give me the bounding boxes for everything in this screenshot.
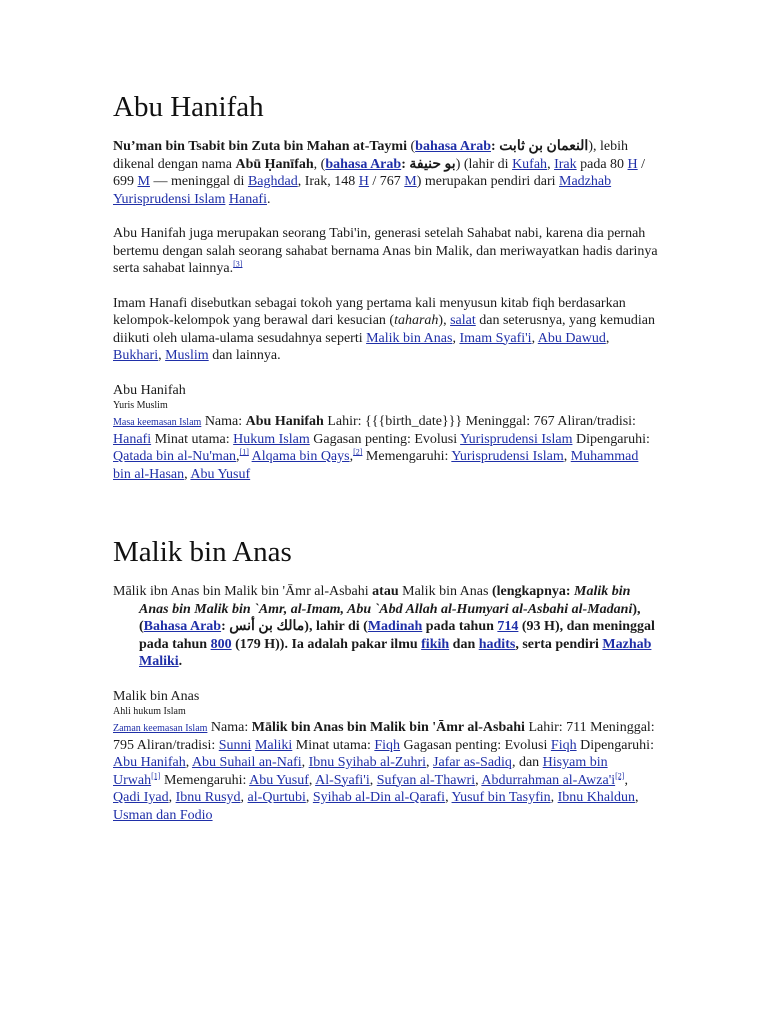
arabic-kunya: : بو حنيفة xyxy=(401,156,456,172)
text: , xyxy=(426,755,434,770)
link-yurisprudensi-islam-3[interactable]: Yurisprudensi Islam xyxy=(451,449,564,464)
link-hanafi-tradition[interactable]: Hanafi xyxy=(113,431,152,447)
word-atau: atau xyxy=(372,584,399,599)
text: Imam Hanafi disebutkan sebagai tokoh yang pertama kali menyusun kitab fiqh berdasarkan kelompok-kelompok yang berawal dari kesucian ( xyxy=(113,295,626,328)
infobox-body-malik xyxy=(113,719,658,824)
link-abu-dawud[interactable]: Abu Dawud xyxy=(537,330,606,346)
link-abu-suhail[interactable]: Abu Suhail an-Nafi xyxy=(191,755,302,770)
text: Memengaruhi: xyxy=(362,449,452,464)
document-page xyxy=(113,88,658,824)
infobox-nama: Abu Hanifah xyxy=(245,414,324,429)
heading-malik-bin-anas: Malik bin Anas xyxy=(113,536,292,568)
infobox-nama-malik: Mālik bin Anas bin Malik bin 'Āmr al-Asbahi xyxy=(251,720,525,735)
text: / 699 xyxy=(113,156,646,189)
infobox-title-malik: Malik bin Anas xyxy=(113,688,200,704)
text: pada tahun xyxy=(422,619,498,634)
link-muhammad-bin-al-hasan[interactable]: Muhammad bin al-Hasan xyxy=(113,449,639,482)
text: dan xyxy=(449,636,479,652)
link-ibnu-rusyd[interactable]: Ibnu Rusyd xyxy=(175,790,241,805)
infobox-subtitle-malik: Ahli hukum Islam xyxy=(113,706,186,717)
link-irak[interactable]: Irak xyxy=(554,156,577,172)
link-imam-syafii[interactable]: Imam Syafi'i xyxy=(459,330,532,346)
link-bahasa-arab-2[interactable]: bahasa Arab xyxy=(325,156,402,172)
text: Dipengaruhi: xyxy=(576,737,654,753)
text: , xyxy=(185,755,192,770)
text: Mālik ibn Anas bin Malik bin 'Āmr al-Asbahi xyxy=(113,584,373,599)
link-hijri-2[interactable]: H xyxy=(358,174,369,189)
infobox-body xyxy=(113,413,658,483)
link-muslim[interactable]: Muslim xyxy=(165,348,209,363)
text: Dipengaruhi: xyxy=(572,431,650,447)
link-sufyan[interactable]: Sufyan al-Thawri xyxy=(376,772,476,788)
link-abu-hanifah[interactable]: Abu Hanifah xyxy=(113,755,186,770)
link-sunni[interactable]: Sunni xyxy=(218,737,252,753)
link-qatada[interactable]: Qatada bin al-Nu'man xyxy=(113,449,237,464)
link-hadits[interactable]: hadits xyxy=(478,636,516,652)
link-baghdad[interactable]: Baghdad xyxy=(247,174,298,189)
link-alqama[interactable]: Alqama bin Qays xyxy=(251,449,350,464)
link-hanafi[interactable]: Hanafi xyxy=(228,191,267,207)
link-bahasa-arab[interactable]: bahasa Arab xyxy=(415,139,492,154)
text: ( xyxy=(406,139,416,154)
arabic-name-malik: : مالك بن أنس xyxy=(221,619,305,634)
text: Minat utama: xyxy=(292,737,375,753)
text: , xyxy=(236,449,240,464)
full-name: Nu’man bin Tsabit bin Zuta bin Mahan at-Taymi xyxy=(113,139,407,154)
text: ), ( xyxy=(139,601,641,634)
term-taharah: taharah xyxy=(394,313,439,328)
link-abu-yusuf[interactable]: Abu Yusuf xyxy=(190,466,251,482)
link-al-qurtubi[interactable]: al-Qurtubi xyxy=(247,790,306,805)
text: , xyxy=(184,466,191,482)
link-fiqh[interactable]: Fiqh xyxy=(374,737,401,753)
text: Abu Hanifah juga merupakan seorang Tabi'in, generasi setelah Sahabat nabi, karena dia pernah bertemu dengan salah seorang sahabat bernama Anas bin Malik, dan meriwayatkan hadis darinya serta sahabat lainnya. xyxy=(113,226,658,276)
link-ibnu-syihab[interactable]: Ibnu Syihab al-Zuhri xyxy=(308,755,427,770)
link-madinah[interactable]: Madinah xyxy=(367,619,423,634)
link-masehi[interactable]: M xyxy=(137,174,150,189)
text: , serta pendiri xyxy=(515,636,603,652)
text: , xyxy=(349,449,354,464)
text: Minat utama: xyxy=(151,431,234,447)
heading-abu-hanifah: Abu Hanifah xyxy=(113,91,264,123)
text: , xyxy=(531,330,538,346)
text: Nama: xyxy=(207,720,252,735)
text: . xyxy=(266,191,271,207)
link-fiqh-2[interactable]: Fiqh xyxy=(550,737,577,753)
text: dan seterusnya, yang kemudian diikuti oleh ulama-ulama sesudahnya seperti xyxy=(113,313,655,346)
infobox-title: Abu Hanifah xyxy=(113,382,186,398)
text: Gagasan penting: Evolusi xyxy=(309,431,461,447)
text: , xyxy=(475,772,482,788)
text: , xyxy=(550,790,558,805)
text: (179 H)). Ia adalah pakar ilmu xyxy=(231,636,422,652)
text: , xyxy=(305,790,313,805)
link-maliki[interactable]: Maliki xyxy=(254,737,293,753)
text: , xyxy=(635,790,639,805)
link-qarafi[interactable]: Syihab al-Din al-Qarafi xyxy=(312,790,446,805)
link-al-syafii[interactable]: Al-Syafi'i xyxy=(315,772,370,788)
link-714[interactable]: 714 xyxy=(497,619,519,634)
link-hukum-islam[interactable]: Hukum Islam xyxy=(233,431,310,447)
link-hijri[interactable]: H xyxy=(627,156,638,172)
full-name-malik: Malik bin Anas bin Malik bin `Amr, al-Imam, Abu `Abd Allah al-Humyari al-Asbahi al-Madani xyxy=(139,584,633,617)
text: (93 H), dan meninggal pada tahun xyxy=(139,619,655,652)
text: , xyxy=(605,330,610,346)
text: ), xyxy=(438,313,451,328)
reference-3[interactable]: [3] xyxy=(233,259,243,269)
kunya: Abū Ḥanīfah xyxy=(235,156,314,172)
link-kufah[interactable]: Kufah xyxy=(512,156,548,172)
text: dan lainnya. xyxy=(208,348,281,363)
text: Malik bin Anas xyxy=(398,584,492,599)
reference-1-malik[interactable]: [1] xyxy=(151,770,161,780)
text: . xyxy=(178,654,183,669)
link-800[interactable]: 800 xyxy=(210,636,232,652)
paragraph-fiqh xyxy=(113,295,658,365)
text: pada 80 xyxy=(576,156,628,172)
text: , xyxy=(445,790,452,805)
text: , xyxy=(168,790,176,805)
text: , xyxy=(308,772,316,788)
link-yusuf-bin-tasyfin[interactable]: Yusuf bin Tasyfin xyxy=(451,790,551,805)
link-jafar[interactable]: Jafar as-Sadiq xyxy=(433,755,512,770)
text: ), lebih dikenal dengan nama xyxy=(113,139,628,172)
text: Lahir: 711 Meninggal: 795 Aliran/tradisi: xyxy=(113,720,655,753)
infobox-subtitle: Yuris Muslim xyxy=(113,400,168,411)
link-fikih[interactable]: fikih xyxy=(421,636,450,652)
text: (lengkapnya: xyxy=(491,584,575,599)
text: , xyxy=(240,790,248,805)
text: , xyxy=(624,772,628,788)
text: Gagasan penting: Evolusi xyxy=(400,737,551,753)
link-bukhari[interactable]: Bukhari xyxy=(113,348,159,363)
reference-2[interactable]: [2] xyxy=(353,447,363,457)
link-salat[interactable]: salat xyxy=(450,313,476,328)
text: ) merupakan pendiri dari xyxy=(416,174,560,189)
link-masehi-2[interactable]: M xyxy=(404,174,417,189)
link-hisyam[interactable]: Hisyam bin Urwah xyxy=(113,755,608,788)
text: , dan xyxy=(511,755,543,770)
text: , xyxy=(158,348,166,363)
link-madzhab[interactable]: Madzhab xyxy=(559,174,612,189)
link-yurisprudensi-islam[interactable]: Yurisprudensi Islam xyxy=(113,191,226,207)
text: Nama: xyxy=(201,414,246,429)
text: ), lahir di ( xyxy=(304,619,368,634)
paragraph-tabiin xyxy=(113,225,658,278)
link-bahasa-arab-malik[interactable]: Bahasa Arab xyxy=(143,619,222,634)
link-era-malik[interactable]: Zaman keemasan Islam xyxy=(113,723,208,734)
link-mazhab-maliki[interactable]: Mazhab Maliki xyxy=(139,636,652,669)
link-usman-dan-fodio[interactable]: Usman dan Fodio xyxy=(113,807,213,823)
link-ibnu-khaldun[interactable]: Ibnu Khaldun xyxy=(557,790,636,805)
link-malik-bin-anas[interactable]: Malik bin Anas xyxy=(366,330,453,346)
text: , ( xyxy=(313,156,326,172)
text: , xyxy=(563,449,571,464)
text: Lahir: {{{birth_date}}} Meninggal: 767 Aliran/tradisi: xyxy=(323,414,636,429)
text: , xyxy=(547,156,555,172)
text: , xyxy=(452,330,460,346)
text: ) (lahir di xyxy=(455,156,513,172)
text: / 767 xyxy=(368,174,405,189)
reference-1[interactable]: [1] xyxy=(239,447,249,457)
text: — meninggal di xyxy=(149,174,248,189)
reference-2-malik[interactable]: [2] xyxy=(615,770,625,780)
paragraph-intro-malik xyxy=(113,583,658,671)
text: , xyxy=(369,772,377,788)
link-qadi-iyad[interactable]: Qadi Iyad xyxy=(113,790,169,805)
text: , xyxy=(301,755,309,770)
text: , Irak, 148 xyxy=(297,174,359,189)
text: Memengaruhi: xyxy=(160,772,250,788)
link-abu-yusuf-2[interactable]: Abu Yusuf xyxy=(249,772,309,788)
link-era[interactable]: Masa keemasan Islam xyxy=(113,417,202,428)
link-awzai[interactable]: Abdurrahman al-Awza'i xyxy=(481,772,616,788)
link-yurisprudensi-islam-2[interactable]: Yurisprudensi Islam xyxy=(460,431,573,447)
paragraph-intro-abu-hanifah xyxy=(113,138,658,208)
arabic-name: : النعمان بن ثابت xyxy=(491,139,589,154)
